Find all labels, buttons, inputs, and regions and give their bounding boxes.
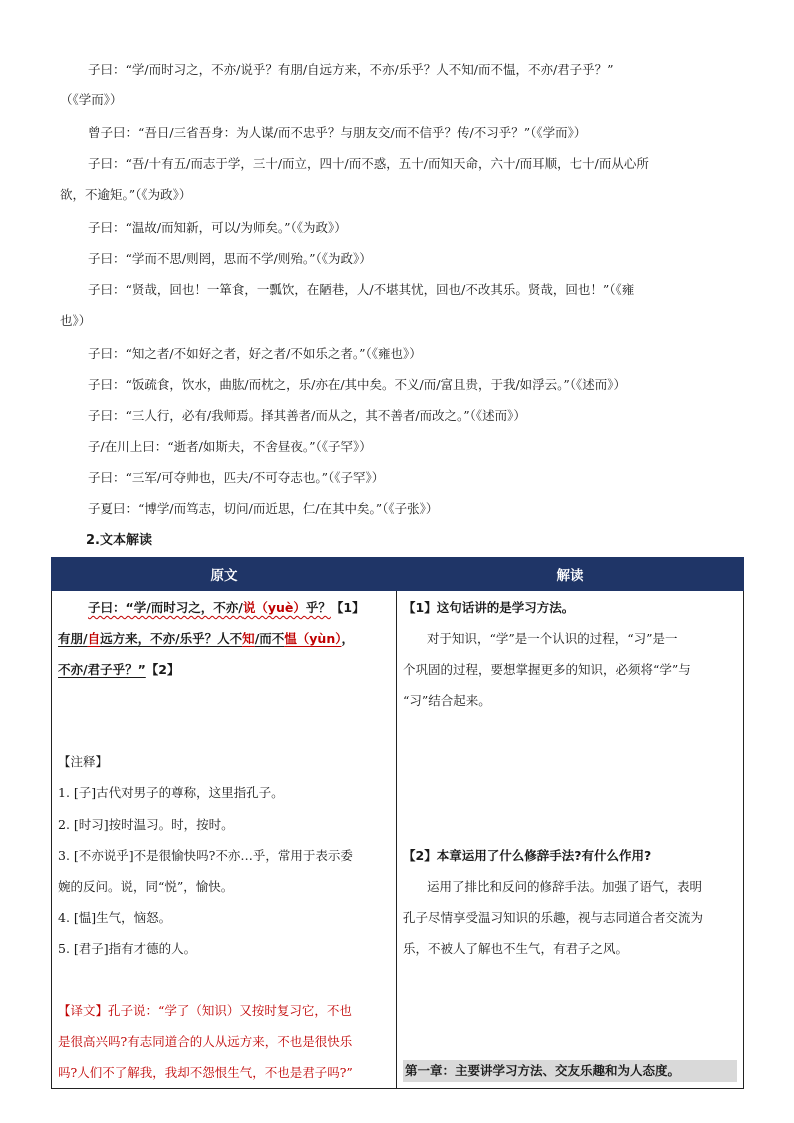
note-item: 4. [愠]生气，恼怒。 [58, 910, 172, 925]
answer-line: 乐，不被人了解也不生气，有君子之风。 [403, 941, 629, 956]
passage-line: 子夏曰：“博学/而笃志，切问/而近思，仁/在其中矣。”（《子张》） [88, 501, 439, 516]
translation-line: 吗?人们不了解我，我却不怨恨生气，不也是君子吗?” [58, 1065, 353, 1080]
answer-line: 孔子尽情享受温习知识的乐趣，视与志同道合者交流为 [403, 910, 704, 925]
interpretation-table [51, 557, 744, 1089]
passage-line: 子曰：“知之者/不如好之者，好之者/不如乐之者。”（《雍也》） [88, 346, 422, 361]
translation-line: 【译文】孔子说：“学了（知识）又按时复习它，不也 [58, 1003, 352, 1018]
passage-line: 子曰：“温故/而知新，可以/为师矣。”（《为政》） [88, 220, 347, 235]
answer-line: 对于知识，“学”是一个认识的过程，“习”是一 [427, 631, 678, 646]
translation-line: 是很高兴吗?有志同道合的人从远方来，不也是很快乐 [58, 1034, 353, 1049]
original-cell [52, 591, 397, 1089]
note-item: 1. [子]古代对男子的尊称，这里指孔子。 [58, 785, 284, 800]
section-title: 2.文本解读 [86, 533, 152, 548]
chapter-summary: 第一章：主要讲学习方法、交友乐趣和为人态度。 [403, 1060, 737, 1082]
passage-line: 子曰：“饭疏食，饮水，曲肱/而枕之，乐/亦在/其中矣。不义/而/富且贵，于我/如浮云。”（《述而》） [88, 377, 627, 392]
passage-line: （《学而》） [60, 92, 123, 107]
passage-line: 子曰：“学/而时习之，不亦/说乎？有朋/自远方来，不亦/乐乎？人不知/而不愠，不亦/君子乎？” [88, 62, 614, 77]
column-header-interpretation: 解读 [397, 558, 744, 591]
passage-line: 子曰：“贤哉，回也！一箪食，一瓢饮，在陋巷，人/不堪其忧，回也/不改其乐。贤哉，回也！”（《雍 [88, 282, 635, 297]
note-item: 3. [不亦说乎]不是很愉快吗?不亦…乎，常用于表示委 [58, 848, 353, 863]
passage-line: 子曰：“学而不思/则罔，思而不学/则殆。”（《为政》） [88, 251, 372, 266]
original-text-line: 子曰：“学/而时习之，不亦/说（yuè）乎？【1】 [88, 600, 365, 615]
passage-line: 也》） [60, 313, 92, 328]
column-header-original: 原文 [52, 558, 397, 591]
passage-line: 子曰：“吾/十有五/而志于学，三十/而立，四十/而不惑，五十/而知天命，六十/而耳顺，七十/而从心所 [88, 156, 649, 171]
question-heading: 【1】这句话讲的是学习方法。 [403, 600, 575, 615]
passage-line: 子曰：“三军/可夺帅也，匹夫/不可夺志也。”（《子罕》） [88, 470, 385, 485]
passage-line: 子曰：“三人行，必有/我师焉。择其善者/而从之，其不善者/而改之。”（《述而》） [88, 408, 526, 423]
question-heading: 【2】本章运用了什么修辞手法?有什么作用? [403, 848, 652, 863]
answer-line: “习”结合起来。 [403, 693, 491, 708]
passage-line: 欲，不逾矩。”（《为政》） [60, 187, 192, 202]
passage-line: 曾子曰：“吾日/三省吾身：为人谋/而不忠乎？与朋友交/而不信乎？传/不习乎？”（《学而》） [88, 125, 587, 140]
answer-line: 运用了排比和反问的修辞手法。加强了语气，表明 [427, 879, 703, 894]
note-item: 2. [时习]按时温习。时，按时。 [58, 817, 234, 832]
note-item: 婉的反问。说，同“悦”，愉快。 [58, 879, 234, 894]
annotation-marker: 【1】 [330, 600, 365, 615]
note-item: 5. [君子]指有才德的人。 [58, 941, 197, 956]
original-text-line: 有朋/自远方来，不亦/乐乎？人不知/而不愠（yùn）， [58, 631, 354, 646]
annotation-marker: 【2】 [145, 662, 180, 677]
translation-label: 【译文】 [58, 1003, 109, 1018]
notes-title: 【注释】 [58, 754, 109, 769]
original-text-line: 不亦/君子乎？”【2】 [58, 662, 180, 677]
interpretation-cell [397, 591, 744, 1089]
passage-line: 子/在川上曰：“逝者/如斯夫，不舍昼夜。”（《子罕》） [88, 439, 372, 454]
answer-line: 个巩固的过程，要想掌握更多的知识，必须将“学”与 [403, 662, 691, 677]
